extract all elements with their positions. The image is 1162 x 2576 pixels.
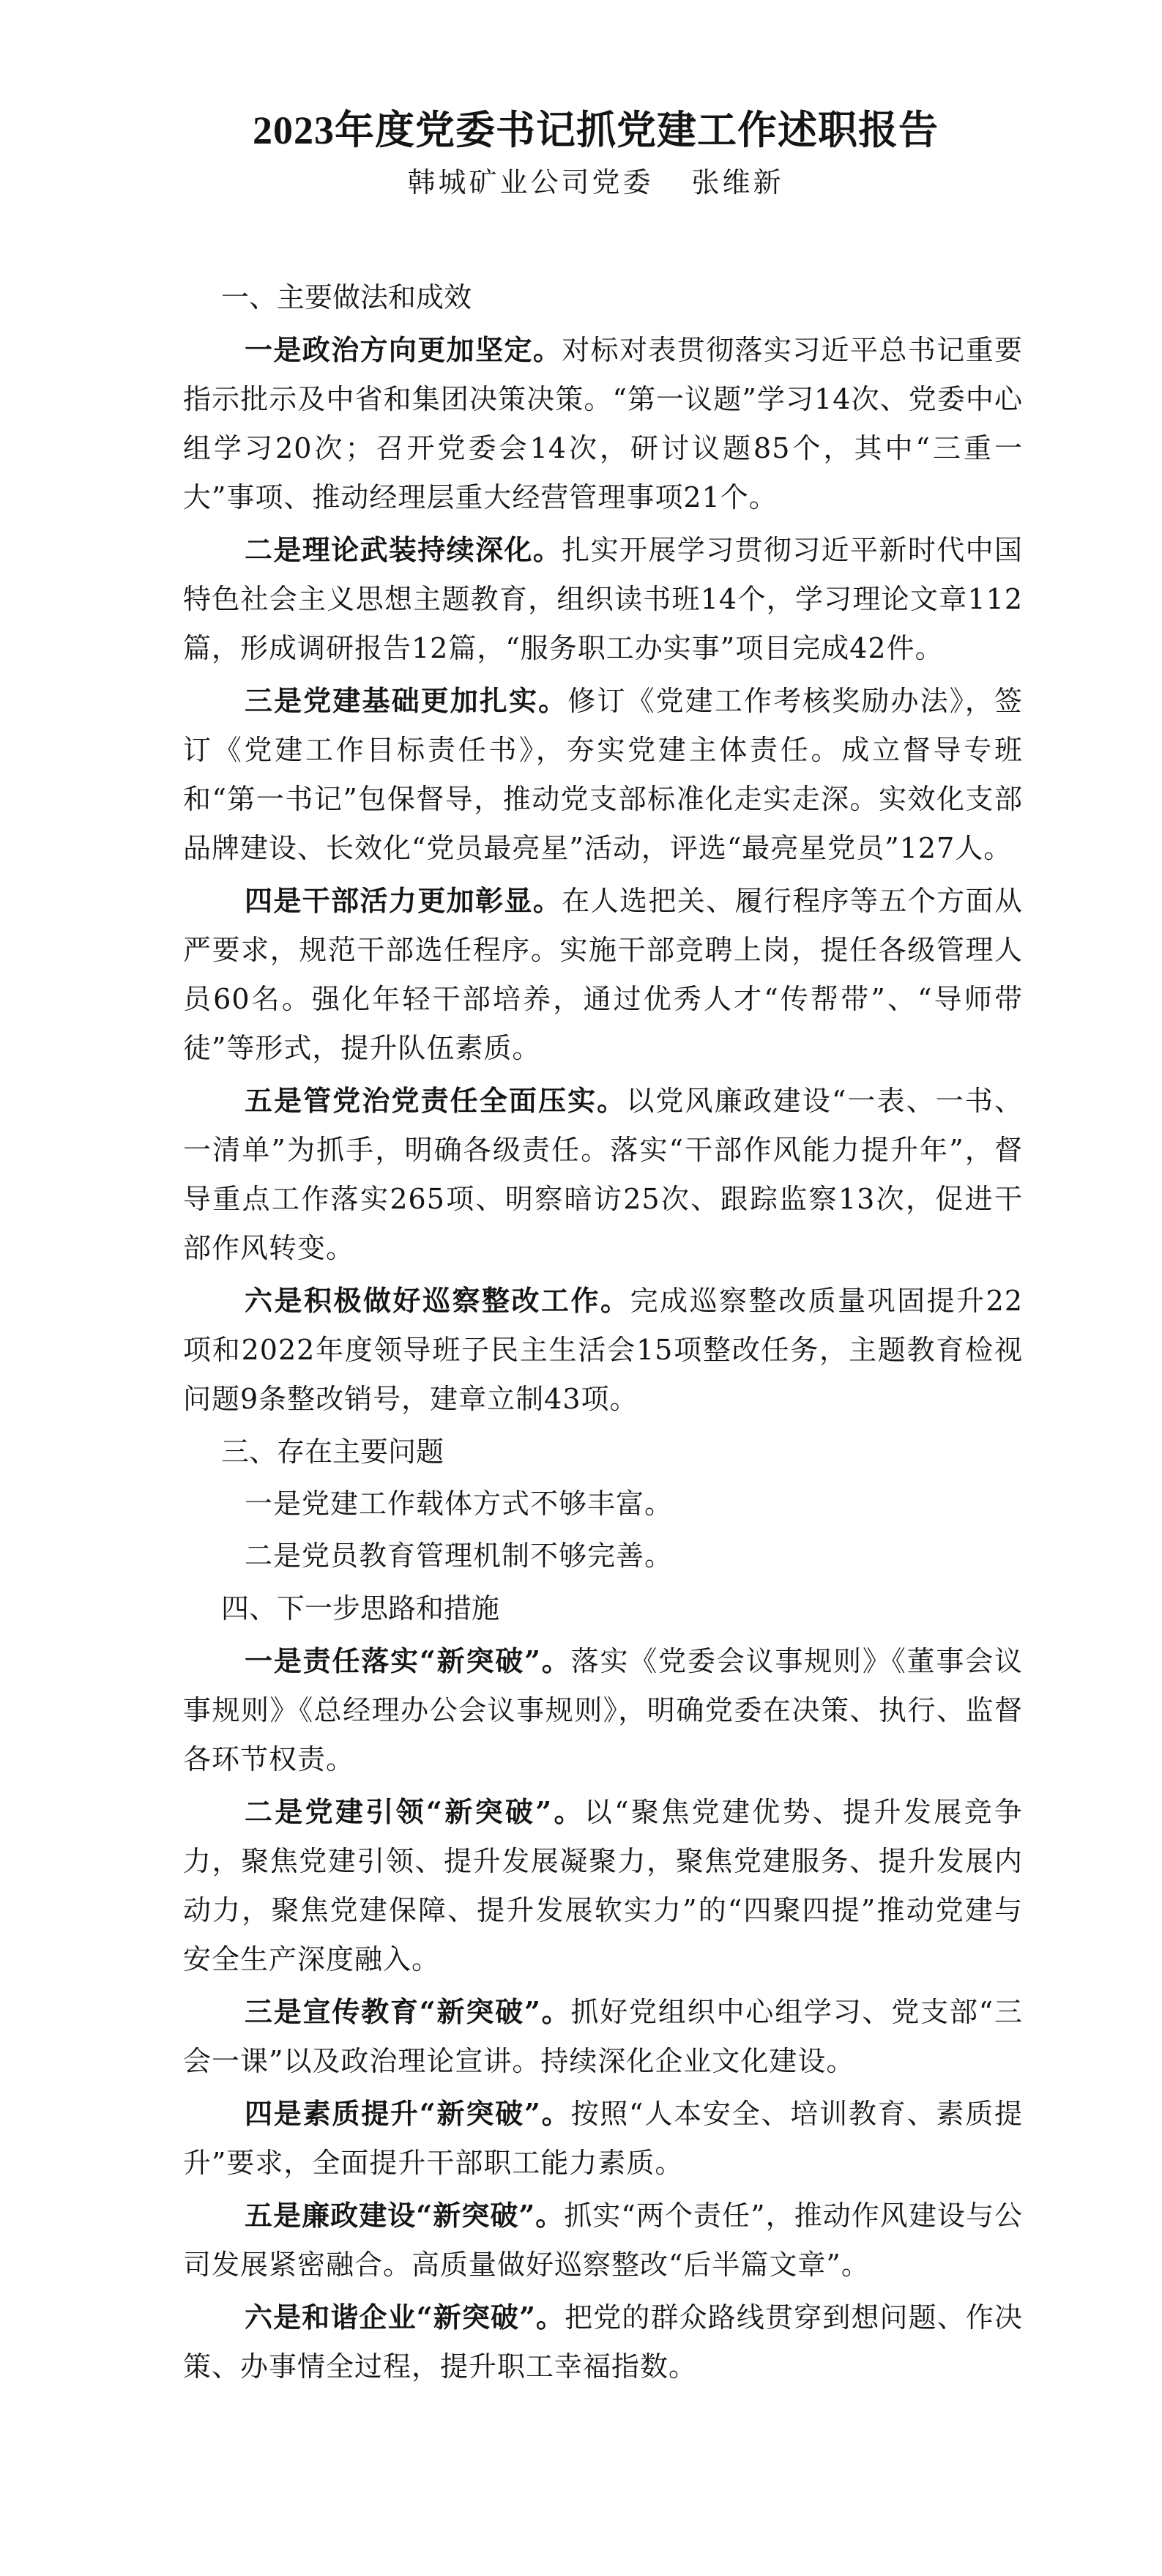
paragraph-text: 在人选把关、履行程序等五个方面从严要求，规范干部选任程序。实施干部竞聘上岗，提任各级管理人员60名。强化年轻干部培养，通过优秀人才“传帮带”、“导师带徒”等形式，提升队伍素质。: [183, 885, 1023, 1064]
section-heading: 一、主要做法和成效: [221, 281, 472, 313]
paragraph-text: 二是党员教育管理机制不够完善。: [245, 1540, 674, 1572]
paragraph-lead: 四是素质提升“新突破”。: [245, 2097, 571, 2130]
document-title: 2023年度党委书记抓党建工作述职报告: [253, 108, 939, 152]
paragraph-text: 对标对表贯彻落实习近平总书记重要指示批示及中省和集团决策决策。“第一议题”学习14次、党委中心组学习20次；召开党委会14次，研讨议题85个，其中“三重一大”事项、推动经理层重大经营管理事项21个。: [183, 334, 1023, 513]
paragraph-lead: 二是党建引领“新突破”。: [245, 1795, 584, 1828]
paragraph-lead: 一是责任落实“新突破”。: [245, 1644, 571, 1677]
paragraph: [183, 1480, 1023, 1529]
paragraph: [183, 325, 1023, 522]
paragraph-text: 把党的群众路线贯穿到想问题、作决策、办事情全过程，提升职工幸福指数。: [183, 2301, 1023, 2383]
paragraph: [183, 876, 1023, 1073]
paragraph: [183, 1636, 1023, 1784]
paragraph-lead: 五是廉政建设“新突破”。: [245, 2199, 565, 2232]
paragraph: [183, 1987, 1023, 2086]
paragraph-lead: 五是管党治党责任全面压实。: [245, 1084, 627, 1117]
paragraph-text: 以“聚焦党建优势、提升发展竞争力，聚焦党建引领、提升发展凝聚力，聚焦党建服务、提升发展内动力，聚焦党建保障、提升发展软实力”的“四聚四提”推动党建与安全生产深度融入。: [183, 1796, 1024, 1975]
paragraph-text: 修订《党建工作考核奖励办法》，签订《党建工作目标责任书》，夯实党建主体责任。成立督导专班和“第一书记”包保督导，推动党支部标准化走实走深。实效化支部品牌建设、长效化“党员最亮星”活动，评选“最亮星党员”127人。: [183, 685, 1023, 864]
paragraph: [183, 1076, 1023, 1273]
paragraph: [183, 676, 1023, 873]
paragraph: [183, 2191, 1023, 2290]
document-body: [183, 272, 1023, 2391]
paragraph-text: 一是党建工作载体方式不够丰富。: [245, 1488, 674, 1520]
author-organization: 韩城矿业公司党委: [407, 166, 654, 198]
section-heading: 四、下一步思路和措施: [221, 1592, 500, 1625]
paragraph: [183, 2293, 1023, 2391]
paragraph-text: 以党风廉政建设“一表、一书、一清单”为抓手，明确各级责任。落实“干部作风能力提升年”，督导重点工作落实265项、明察暗访25次、跟踪监察13次，促进干部作风转变。: [183, 1085, 1023, 1264]
paragraph-lead: 二是理论武装持续深化。: [245, 533, 562, 566]
paragraph-lead: 三是宣传教育“新突破”。: [245, 1995, 571, 2028]
paragraph-text: 落实《党委会议事规则》《董事会议事规则》《总经理办公会议事规则》，明确党委在决策、执行、监督各环节权责。: [183, 1645, 1023, 1775]
paragraph-text: 扎实开展学习贯彻习近平新时代中国特色社会主义思想主题教育，组织读书班14个，学习理论文章112篇，形成调研报告12篇，“服务职工办实事”项目完成42件。: [183, 534, 1023, 664]
paragraph-text: 按照“人本安全、培训教育、素质提升”要求，全面提升干部职工能力素质。: [183, 2098, 1024, 2179]
paragraph-text: 抓实“两个责任”，推动作风建设与公司发展紧密融合。高质量做好巡察整改“后半篇文章”。: [183, 2200, 1023, 2281]
paragraph-lead: 一是政治方向更加坚定。: [245, 333, 562, 366]
paragraph-text: 抓好党组织中心组学习、党支部“三会一课”以及政治理论宣讲。持续深化企业文化建设。: [183, 1996, 1024, 2077]
paragraph-lead: 六是和谐企业“新突破”。: [245, 2301, 565, 2334]
paragraph-lead: 六是积极做好巡察整改工作。: [245, 1284, 630, 1317]
paragraph-lead: 三是党建基础更加扎实。: [245, 684, 568, 717]
section-heading: 三、存在主要问题: [221, 1436, 444, 1468]
author-name: 张维新: [691, 166, 784, 198]
paragraph: [183, 1532, 1023, 1581]
paragraph: [183, 2089, 1023, 2188]
paragraph-text: 完成巡察整改质量巩固提升22项和2022年度领导班子民主生活会15项整改任务，主题教育检视问题9条整改销号，建章立制43项。: [183, 1285, 1023, 1415]
paragraph: [183, 525, 1023, 673]
paragraph: [183, 1276, 1023, 1424]
paragraph: [183, 1787, 1023, 1984]
paragraph-lead: 四是干部活力更加彰显。: [245, 884, 562, 917]
document-author-line: [168, 160, 1023, 205]
